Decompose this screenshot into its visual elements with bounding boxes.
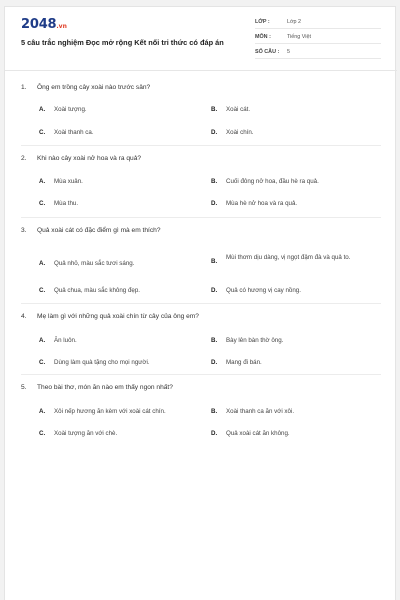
- option-d[interactable]: [211, 200, 297, 207]
- meta-label: LỚP :: [255, 19, 270, 25]
- document-title: 5 câu trắc nghiệm Đọc mở rộng Kết nối tri thức có đáp án: [21, 38, 224, 47]
- option-text: Quả chua, màu sắc không đẹp.: [54, 287, 140, 294]
- option-text: Mùa xuân.: [54, 178, 83, 185]
- option-text: Quả có hương vị cay nồng.: [226, 287, 301, 294]
- question-prompt: Quả xoài cát có đặc điểm gì mà em thích?: [37, 227, 161, 234]
- option-d[interactable]: [211, 359, 262, 366]
- option-text: Xoài thanh ca ăn với xôi.: [226, 408, 295, 415]
- question-prompt: Ông em trồng cây xoài nào trước sân?: [37, 84, 151, 91]
- option-text: Ăn luôn.: [54, 337, 77, 344]
- meta-label: SỐ CÂU :: [255, 49, 280, 55]
- option-c[interactable]: [39, 287, 140, 294]
- sheet-header: [5, 7, 397, 71]
- option-b[interactable]: [211, 337, 283, 344]
- question-prompt: Mẹ làm gì với những quả xoài chín từ cây của ông em?: [37, 313, 199, 320]
- option-text: Xoài tượng.: [54, 106, 87, 113]
- quiz-sheet: [4, 6, 396, 600]
- divider: [21, 217, 381, 218]
- question-text: [21, 313, 199, 320]
- option-letter: C.: [39, 430, 46, 437]
- option-c[interactable]: [39, 200, 78, 207]
- option-text: Xôi nếp hương ăn kèm với xoài cát chín.: [54, 408, 166, 415]
- meta-value: 5: [287, 49, 290, 55]
- question-text: [21, 384, 173, 391]
- option-letter: D.: [211, 200, 218, 207]
- option-text: Mùa thu.: [54, 200, 79, 207]
- option-c[interactable]: [39, 359, 150, 366]
- option-letter: C.: [39, 287, 46, 294]
- option-b[interactable]: [211, 178, 319, 185]
- meta-value: Lớp 2: [287, 19, 302, 25]
- option-c[interactable]: [39, 430, 117, 437]
- option-letter: A.: [39, 337, 46, 344]
- meta-question-count: [255, 45, 381, 59]
- option-c[interactable]: [39, 129, 94, 136]
- question-text: [21, 155, 141, 162]
- option-text: Cuối đông nở hoa, đầu hè ra quả.: [226, 178, 319, 185]
- option-d[interactable]: [211, 129, 254, 136]
- logo-name: 2048: [21, 17, 57, 32]
- option-d[interactable]: [211, 287, 301, 294]
- option-letter: B.: [211, 106, 218, 113]
- question-prompt: Theo bài thơ, món ăn nào em thấy ngon nhất?: [37, 384, 173, 391]
- option-letter: A.: [39, 178, 46, 185]
- logo-tld: .vn: [56, 23, 67, 30]
- question-number: 1.: [21, 84, 27, 91]
- option-text: Xoài thanh ca.: [54, 129, 94, 136]
- option-a[interactable]: [39, 408, 166, 415]
- option-letter: D.: [211, 359, 218, 366]
- option-text: Dùng làm quà tặng cho mọi người.: [54, 359, 150, 366]
- question-number: 5.: [21, 384, 27, 391]
- option-letter: D.: [211, 430, 218, 437]
- option-letter: C.: [39, 359, 46, 366]
- meta-value: Tiếng Việt: [287, 34, 311, 40]
- question-prompt: Khi nào cây xoài nở hoa và ra quả?: [37, 155, 142, 162]
- option-text: Mang đi bán.: [226, 359, 262, 366]
- meta-grade: [255, 15, 381, 29]
- option-letter: A.: [39, 408, 46, 415]
- question-number: 4.: [21, 313, 27, 320]
- option-text: Xoài tượng ăn với chè.: [54, 430, 118, 437]
- option-letter: D.: [211, 129, 218, 136]
- meta-subject: [255, 30, 381, 44]
- question-text: [21, 84, 150, 91]
- option-letter: B.: [211, 258, 218, 265]
- option-letter: B.: [211, 178, 218, 185]
- option-letter: C.: [39, 200, 46, 207]
- divider: [21, 145, 381, 146]
- option-a[interactable]: [39, 106, 87, 113]
- question-text: [21, 227, 161, 234]
- option-text: Xoài cát.: [226, 106, 251, 113]
- meta-label: MÔN :: [255, 34, 271, 40]
- option-letter: B.: [211, 408, 218, 415]
- option-a[interactable]: [39, 178, 83, 185]
- question-number: 3.: [21, 227, 27, 234]
- site-logo[interactable]: [21, 16, 67, 32]
- option-a[interactable]: [39, 260, 134, 267]
- option-letter: A.: [39, 106, 46, 113]
- option-letter: A.: [39, 260, 46, 267]
- option-text: Mùi thơm dịu dàng, vị ngọt đậm đà và quả to.: [226, 254, 351, 261]
- option-b[interactable]: [211, 106, 250, 113]
- option-letter: C.: [39, 129, 46, 136]
- divider: [21, 374, 381, 375]
- option-b[interactable]: [211, 253, 381, 265]
- option-text: Quả nhỏ, màu sắc tươi sáng.: [54, 260, 135, 267]
- question-number: 2.: [21, 155, 27, 162]
- option-letter: D.: [211, 287, 218, 294]
- option-b[interactable]: [211, 408, 294, 415]
- option-text: Bày lên bàn thờ ông.: [226, 337, 284, 344]
- divider: [21, 303, 381, 304]
- option-text: Quả xoài cát ăn không.: [226, 430, 290, 437]
- option-text: Xoài chín.: [226, 129, 254, 136]
- option-letter: B.: [211, 337, 218, 344]
- option-a[interactable]: [39, 337, 77, 344]
- option-d[interactable]: [211, 430, 290, 437]
- option-text: Mùa hè nở hoa và ra quả.: [226, 200, 298, 207]
